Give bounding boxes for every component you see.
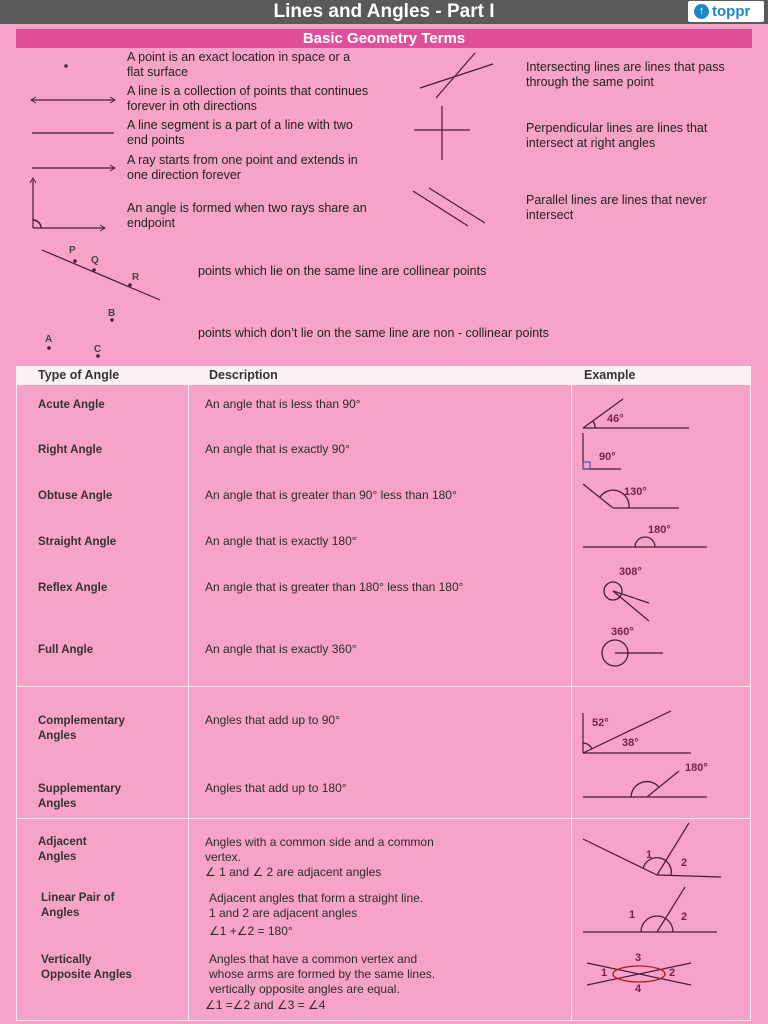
header-example: Example: [584, 368, 636, 382]
point-label-b: B: [108, 308, 116, 319]
linear-pair-desc: ∠1 +∠2 = 180°: [209, 924, 293, 938]
angle-desc: An angle that is exactly 360°: [205, 642, 357, 656]
vertical-name: Opposite Angles: [41, 969, 132, 981]
vertical-desc: vertically opposite angles are equal.: [209, 982, 400, 996]
term-point: A point is an exact location in space or a flat surface: [127, 50, 351, 79]
example-label: 90°: [599, 451, 616, 463]
angle-name: Reflex Angle: [38, 582, 108, 594]
example-label: 1: [601, 967, 608, 979]
example-label: 46°: [607, 413, 624, 425]
header-type: Type of Angle: [38, 368, 120, 382]
linear-pair-desc: 1 and 2 are adjacent angles: [209, 906, 358, 920]
logo-arrow-icon: ↑: [694, 4, 709, 19]
example-label: 180°: [685, 762, 708, 774]
angle-name: Full Angle: [38, 644, 94, 656]
point-label-c: C: [94, 344, 102, 355]
term-line: A line is a collection of points that continues forever in oth directions: [127, 84, 369, 113]
intersecting-lines-figure: [420, 64, 493, 88]
vertical-desc: Angles that have a common vertex and: [209, 952, 418, 966]
angle-name: Obtuse Angle: [38, 490, 113, 502]
table-header: [16, 366, 751, 385]
term-segment: A line segment is a part of a line with two end points: [127, 118, 353, 147]
example-label: 1: [646, 849, 653, 861]
point-label-r: R: [132, 272, 140, 283]
complementary-name: Angles: [38, 730, 77, 742]
adjacent-name: Adjacent: [38, 836, 87, 848]
complementary-desc: Angles that add up to 90°: [205, 713, 340, 727]
parallel-lines-figure: [413, 191, 468, 226]
example-label: 52°: [592, 717, 609, 729]
page-title: Lines and Angles - Part I: [273, 1, 495, 22]
term-parallel: Parallel lines are lines that never intersect: [526, 193, 707, 222]
point-label-q: Q: [91, 255, 99, 266]
term-intersecting: Intersecting lines are lines that pass through the same point: [526, 60, 725, 89]
collinear-text: points which lie on the same line are collinear points: [198, 264, 487, 278]
table-divider-1: [188, 385, 189, 1021]
point-label-p: P: [69, 245, 76, 256]
vertical-name: Vertically: [41, 954, 92, 966]
header-description: Description: [209, 368, 278, 382]
example-label: 308°: [619, 566, 642, 578]
point-label-a: A: [45, 334, 53, 345]
angle-name: Straight Angle: [38, 536, 117, 548]
example-label: 1: [629, 909, 636, 921]
term-perpendicular: Perpendicular lines are lines that intersect at right angles: [526, 121, 708, 150]
angle-desc: An angle that is greater than 180° less than 180°: [205, 580, 464, 594]
complementary-name: Complementary: [38, 715, 125, 727]
term-ray: A ray starts from one point and extends in one direction forever: [127, 153, 358, 182]
collinear-line-figure: [42, 250, 160, 300]
supplementary-name: Angles: [38, 798, 77, 810]
section-title: Basic Geometry Terms: [16, 29, 752, 48]
angle-desc: An angle that is exactly 90°: [205, 442, 350, 456]
angle-name: Acute Angle: [38, 399, 105, 411]
angle-desc: An angle that is exactly 180°: [205, 534, 357, 548]
example-label: 180°: [648, 524, 671, 536]
angle-name: Right Angle: [38, 444, 103, 456]
adjacent-name: Angles: [38, 851, 77, 863]
logo-text: toppr: [712, 3, 751, 20]
adjacent-desc: ∠ 1 and ∠ 2 are adjacent angles: [205, 865, 382, 879]
example-label: 130°: [624, 486, 647, 498]
linear-pair-desc: Adjacent angles that form a straight line.: [209, 891, 424, 905]
supplementary-desc: Angles that add up to 180°: [205, 781, 347, 795]
angle-examples-figure: [571, 385, 751, 1021]
point-figure: [65, 65, 67, 67]
noncollinear-text: points which don’t lie on the same line are non - collinear points: [198, 326, 549, 340]
angle-desc: An angle that is less than 90°: [205, 397, 361, 411]
vertical-desc: ∠1 =∠2 and ∠3 = ∠4: [205, 998, 326, 1012]
example-label: 4: [635, 983, 642, 995]
adjacent-desc: vertex.: [205, 850, 242, 864]
vertical-desc: whose arms are formed by the same lines.: [209, 967, 436, 981]
example-label: 3: [635, 952, 642, 964]
angle-desc: An angle that is greater than 90° less than 180°: [205, 488, 457, 502]
example-label: 2: [669, 967, 676, 979]
term-angle: An angle is formed when two rays share an endpoint: [127, 201, 367, 230]
table-border-left: [16, 385, 17, 1021]
adjacent-desc: Angles with a common side and a common: [205, 835, 434, 849]
supplementary-name: Supplementary: [38, 783, 122, 795]
example-label: 2: [681, 911, 688, 923]
linear-pair-name: Linear Pair of: [41, 892, 115, 904]
example-label: 2: [681, 857, 688, 869]
example-label: 38°: [622, 737, 639, 749]
example-label: 360°: [611, 626, 634, 638]
linear-pair-name: Angles: [41, 907, 80, 919]
